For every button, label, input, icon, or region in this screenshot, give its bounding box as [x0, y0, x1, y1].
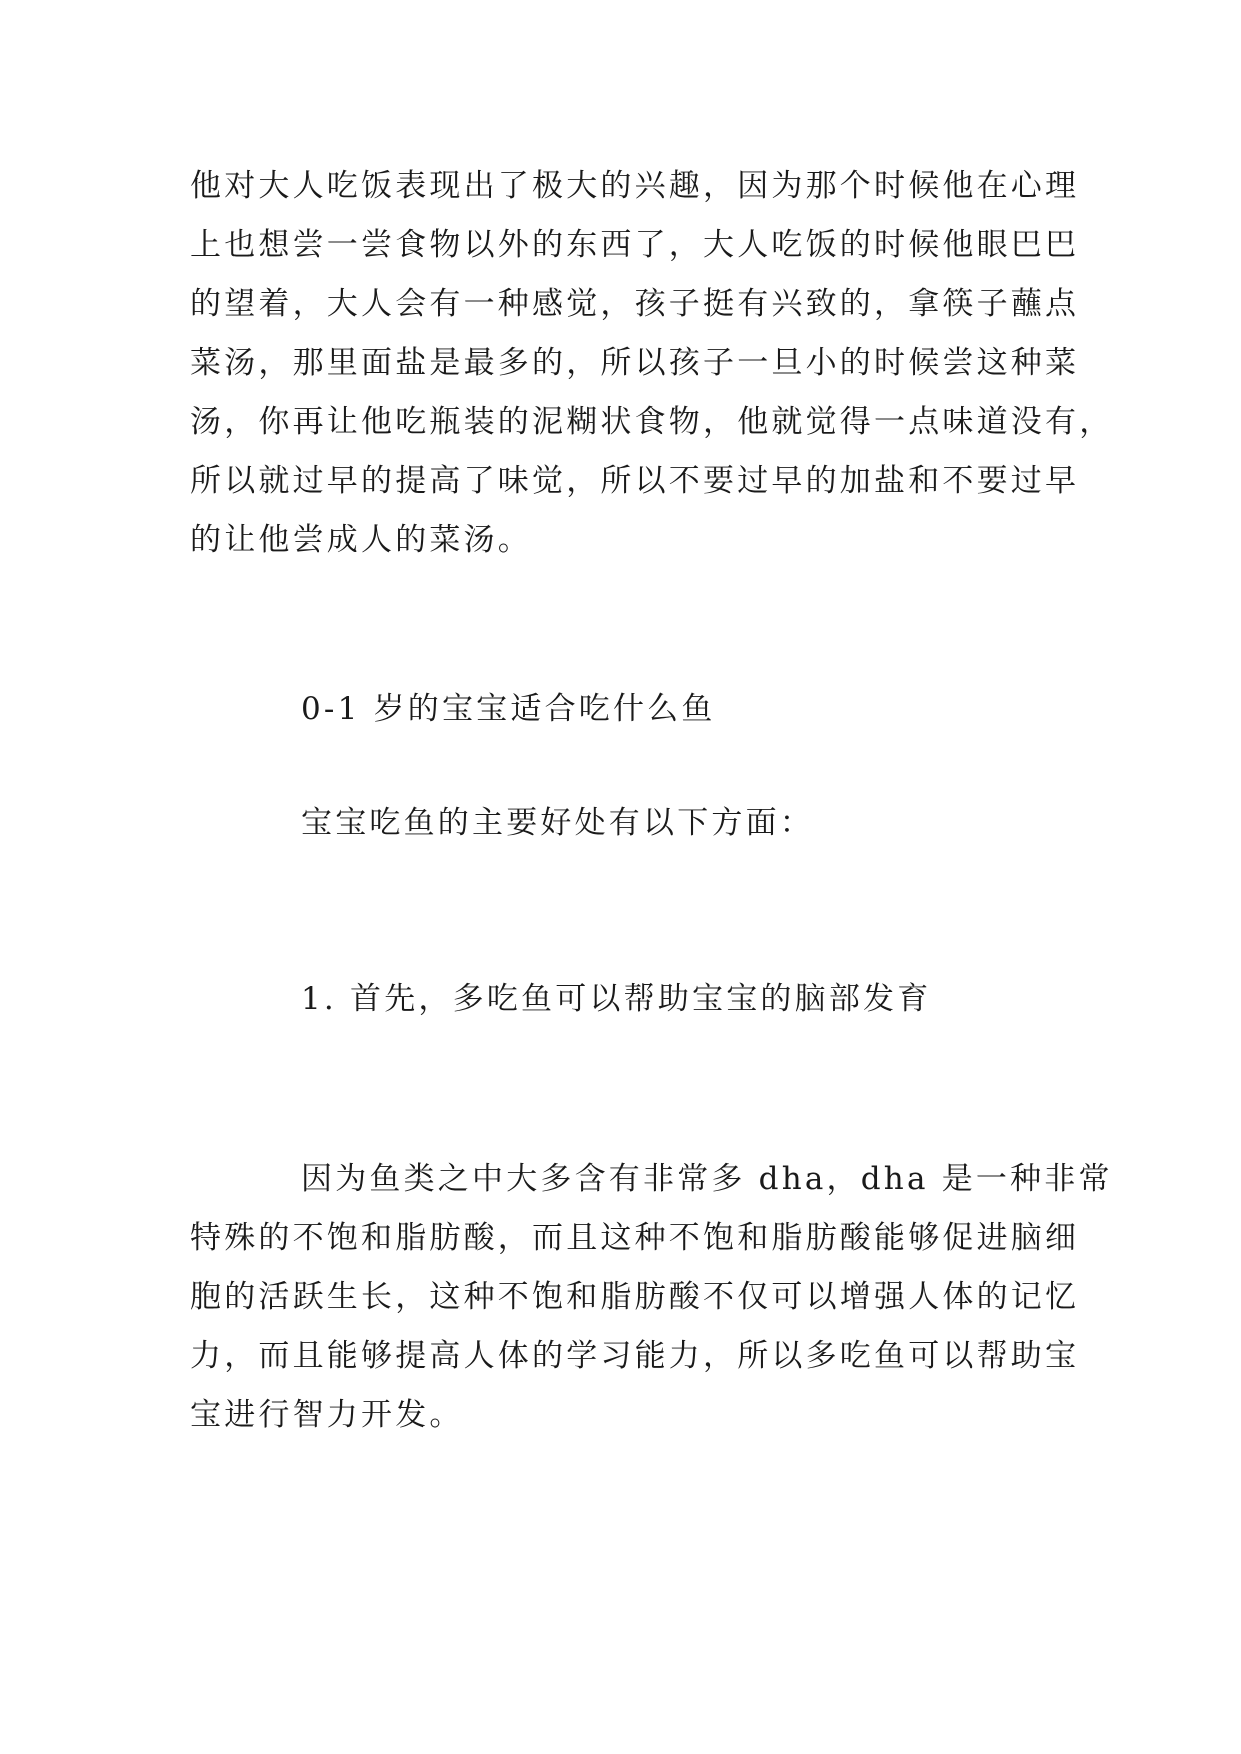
text-line: 所以就过早的提高了味觉，所以不要过早的加盐和不要过早 [190, 463, 1080, 499]
text-line: 因为鱼类之中大多含有非常多 dha，dha 是一种非常 [301, 1161, 1113, 1197]
body-paragraph [190, 157, 1114, 570]
text-line: 宝进行智力开发。 [190, 1397, 464, 1433]
intro-line [301, 794, 1161, 853]
body-paragraph [190, 1150, 1113, 1445]
numbered-point [301, 970, 1161, 1029]
point-text: 1. 首先，多吃鱼可以帮助宝宝的脑部发育 [301, 981, 932, 1017]
text-line: 力，而且能够提高人体的学习能力，所以多吃鱼可以帮助宝 [190, 1338, 1080, 1374]
text-line: 的望着，大人会有一种感觉，孩子挺有兴致的，拿筷子蘸点 [190, 286, 1080, 322]
section-heading [301, 680, 1161, 739]
text-line: 胞的活跃生长，这种不饱和脂肪酸不仅可以增强人体的记忆 [190, 1279, 1080, 1315]
heading-text: 0-1 岁的宝宝适合吃什么鱼 [301, 691, 716, 727]
text-line: 汤，你再让他吃瓶装的泥糊状食物，他就觉得一点味道没有， [190, 404, 1114, 440]
text-line: 菜汤，那里面盐是最多的，所以孩子一旦小的时候尝这种菜 [190, 345, 1080, 381]
text-line: 特殊的不饱和脂肪酸，而且这种不饱和脂肪酸能够促进脑细 [190, 1220, 1080, 1256]
text-line: 他对大人吃饭表现出了极大的兴趣，因为那个时候他在心理 [190, 168, 1080, 204]
text-line: 上也想尝一尝食物以外的东西了，大人吃饭的时候他眼巴巴 [190, 227, 1080, 263]
text-line: 的让他尝成人的菜汤。 [190, 522, 532, 558]
intro-text: 宝宝吃鱼的主要好处有以下方面： [301, 805, 814, 841]
